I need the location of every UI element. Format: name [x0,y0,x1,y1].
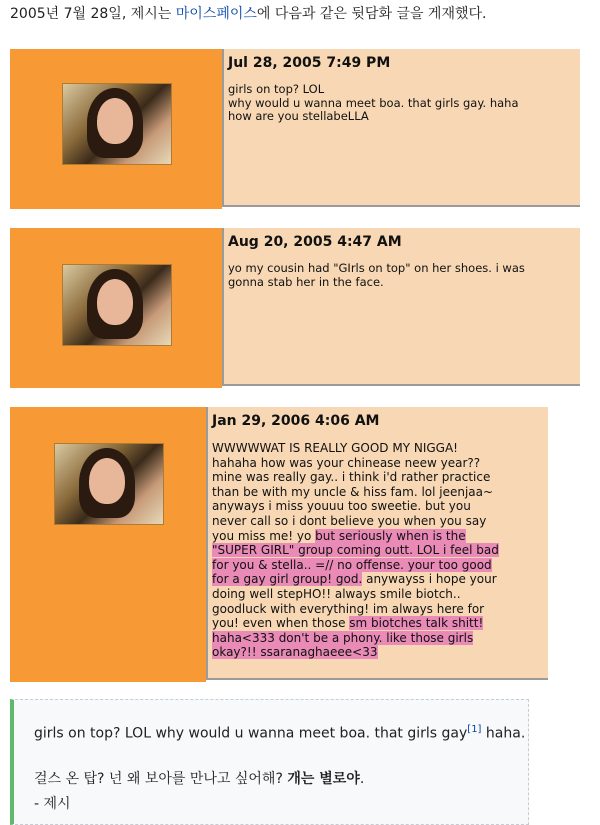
highlighted-text: haha<333 don't be a phony. like those girls [212,630,474,645]
post-line: goodluck with everything! im always here for [212,601,485,616]
post-line: yo my cousin had "GIrls on top" on her shoes. i was [228,261,525,275]
post-line: how are you stellabeLLA [228,109,369,123]
post-line: anyways i miss youuu too sweetie. but you [212,499,471,514]
intro-text [10,4,486,24]
post-line: hahaha how was your chinease neew year?? [212,455,481,470]
post-line: girls on top? LOL [228,82,325,96]
post-1-photo-panel [10,49,222,209]
post-line [212,558,499,573]
bold-text: 개는 별로야 [287,771,360,787]
post-line: than be with my uncle & hiss fam. lol jeenjaa~ [212,484,494,499]
post-line: for a gay girl group! god. anywayss i hope your [212,572,497,587]
post-3 [10,407,550,682]
highlighted-text: okay?!! ssaranaghaeee<33 [212,645,378,660]
post-body [212,441,499,660]
highlighted-text: sm biotches talk shitt! [349,616,484,631]
post-line: you miss me! yo but seriously when is the [212,528,466,543]
post-line: gonna stab her in the face. [228,274,384,289]
quote-korean: 걸스 온 탑? 넌 왜 보아를 만나고 싶어해? 개는 별로야. [34,771,365,787]
post-3-photo-panel [10,407,206,682]
quote-english: girls on top? LOL why would u wanna meet boa. that girls gay[1] haha. [34,724,526,742]
myspace-link[interactable]: 마이스페이스 [175,6,257,22]
intro-prefix: 2005년 7월 28일, 제시는 [10,6,176,22]
profile-photo [54,443,164,525]
highlighted-text: "SUPER GIRL" group coming outt. LOL i feel bad [212,543,499,558]
reference-link[interactable]: [1] [467,724,482,735]
highlighted-text: but seriously when is the [315,528,466,543]
intro-suffix: 에 다음과 같은 뒷담화 글을 게재했다. [256,6,487,22]
post-2-photo-panel [10,228,222,388]
post-line [212,543,499,558]
post-line: mine was really gay.. i think i'd rather practice [212,470,491,485]
post-line [212,631,499,646]
highlighted-text: for a gay girl group! god. [212,572,363,587]
post-2 [10,228,580,388]
post-line: doing well stepHO!! always smile biotch.. [212,586,461,601]
quote-box [10,699,529,825]
post-1 [10,49,580,209]
post-1-content [222,49,580,207]
post-date: Jul 28, 2005 7:49 PM [228,55,391,71]
post-body [228,83,519,124]
post-line: WWWWWAT IS REALLY GOOD MY NIGGA! [212,441,458,455]
post-body [228,262,525,289]
post-line: you! even when those sm biotches talk shitt! [212,616,484,631]
post-line: why would u wanna meet boa. that girls gay. haha [228,95,519,110]
post-line [212,645,499,660]
profile-photo [62,83,172,165]
post-date: Aug 20, 2005 4:47 AM [228,234,402,250]
post-date: Jan 29, 2006 4:06 AM [212,413,380,429]
highlighted-text: for you & stella.. =// no offense. your too good [212,557,492,572]
profile-photo [62,264,172,346]
post-3-content [206,407,548,680]
quote-signature: - 제시 [34,796,71,812]
post-2-content [222,228,580,386]
post-line: never call so i dont believe you when you say [212,513,487,528]
